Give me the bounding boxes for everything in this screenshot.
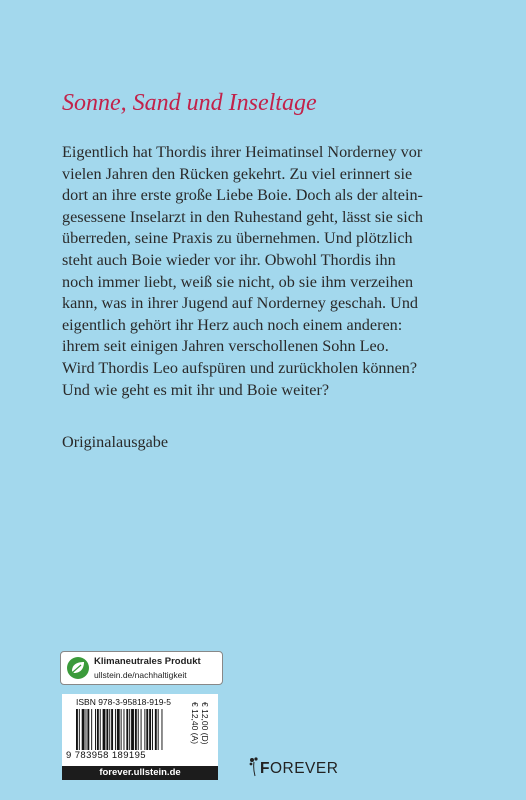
blurb-text	[62, 142, 482, 401]
publisher-logo	[248, 756, 378, 778]
barcode-panel	[62, 694, 218, 766]
website-url: forever.ullstein.de	[62, 766, 218, 780]
blurb-line: Wird Thordis Leo aufspüren und zurückholen können?	[62, 358, 418, 377]
blurb-line: gesessene Inselarzt in den Ruhestand geht, lässt sie sich	[62, 207, 423, 226]
climate-neutral-badge	[60, 651, 223, 685]
isbn-label: ISBN 978-3-95818-919-5	[76, 697, 171, 707]
barcode-stripe	[141, 709, 142, 750]
climate-title: Klimaneutrales Produkt	[94, 656, 201, 667]
barcode-stripe	[103, 709, 106, 750]
barcode-stripe	[152, 709, 153, 750]
barcode-stripe	[115, 709, 116, 750]
blurb-line: kann, was in ihrer Jugend auf Norderney geschah. Und	[62, 294, 419, 313]
barcode-digits: 9 783958 189195	[66, 750, 146, 761]
barcode-stripe	[135, 709, 137, 750]
barcode-stripe	[109, 709, 110, 750]
barcode-stripe	[86, 709, 87, 750]
price-de: € 12,00 (D)	[200, 702, 210, 745]
barcode-stripe	[149, 709, 151, 750]
barcode-stripe	[87, 709, 89, 750]
blurb-line: Eigentlich hat Thordis ihrer Heimatinsel Norderney vor	[62, 143, 423, 161]
barcode-stripe	[82, 709, 85, 750]
climate-url: ullstein.de/nachhaltigkeit	[94, 670, 187, 680]
barcode-stripe	[138, 709, 139, 750]
book-title: Sonne, Sand und Inseltage	[62, 90, 317, 116]
price-labels	[192, 702, 218, 752]
barcode-stripe	[76, 709, 78, 750]
blurb-line: eigentlich gehört ihr Herz auch noch einem anderen:	[62, 315, 403, 334]
barcode-stripe	[162, 709, 163, 750]
barcode-stripe	[124, 709, 125, 750]
barcode-stripe	[97, 709, 99, 750]
barcode-stripe	[131, 709, 134, 750]
blurb-line: dort an ihre erste große Liebe Boie. Doch als der altein-	[62, 186, 423, 205]
barcode-stripe	[121, 709, 122, 750]
barcode-stripe	[111, 709, 113, 750]
wordmark-initial: F	[260, 760, 270, 777]
barcode-stripe	[117, 709, 120, 750]
barcode-stripe	[79, 709, 80, 750]
barcode-stripe	[106, 709, 108, 750]
edition-label: Originalausgabe	[62, 433, 169, 451]
barcode-stripe	[100, 709, 101, 750]
barcode-stripe	[91, 709, 92, 750]
barcode-stripe	[158, 709, 159, 750]
publisher-wordmark	[260, 760, 338, 778]
barcode-stripe	[155, 709, 157, 750]
blurb-line: steht auch Boie wieder vor ihr. Obwohl Thordis ihn	[62, 250, 396, 269]
barcode-stripe	[95, 709, 96, 750]
blurb-line: überreden, seine Praxis zu übernehmen. Und plötzlich	[62, 229, 413, 248]
leaf-globe-icon	[66, 656, 90, 680]
blurb-line: noch immer liebt, weiß sie nicht, ob sie ihm verzeihen	[62, 272, 414, 291]
barcode-bars	[76, 709, 190, 750]
blurb-line: ihrem seit einigen Jahren verschollenen Sohn Leo.	[62, 337, 389, 356]
wordmark-rest: OREVER	[269, 760, 339, 777]
price-at: € 12,40 (A)	[190, 702, 200, 745]
blurb-line: vielen Jahren den Rücken gekehrt. Zu viel erinnert sie	[62, 164, 413, 183]
barcode-stripe	[126, 709, 128, 750]
barcode-stripe	[129, 709, 130, 750]
barcode-stripe	[146, 709, 148, 750]
blurb-line: Und wie geht es mit ihr und Boie weiter?	[62, 380, 330, 399]
barcode-stripe	[144, 709, 145, 750]
